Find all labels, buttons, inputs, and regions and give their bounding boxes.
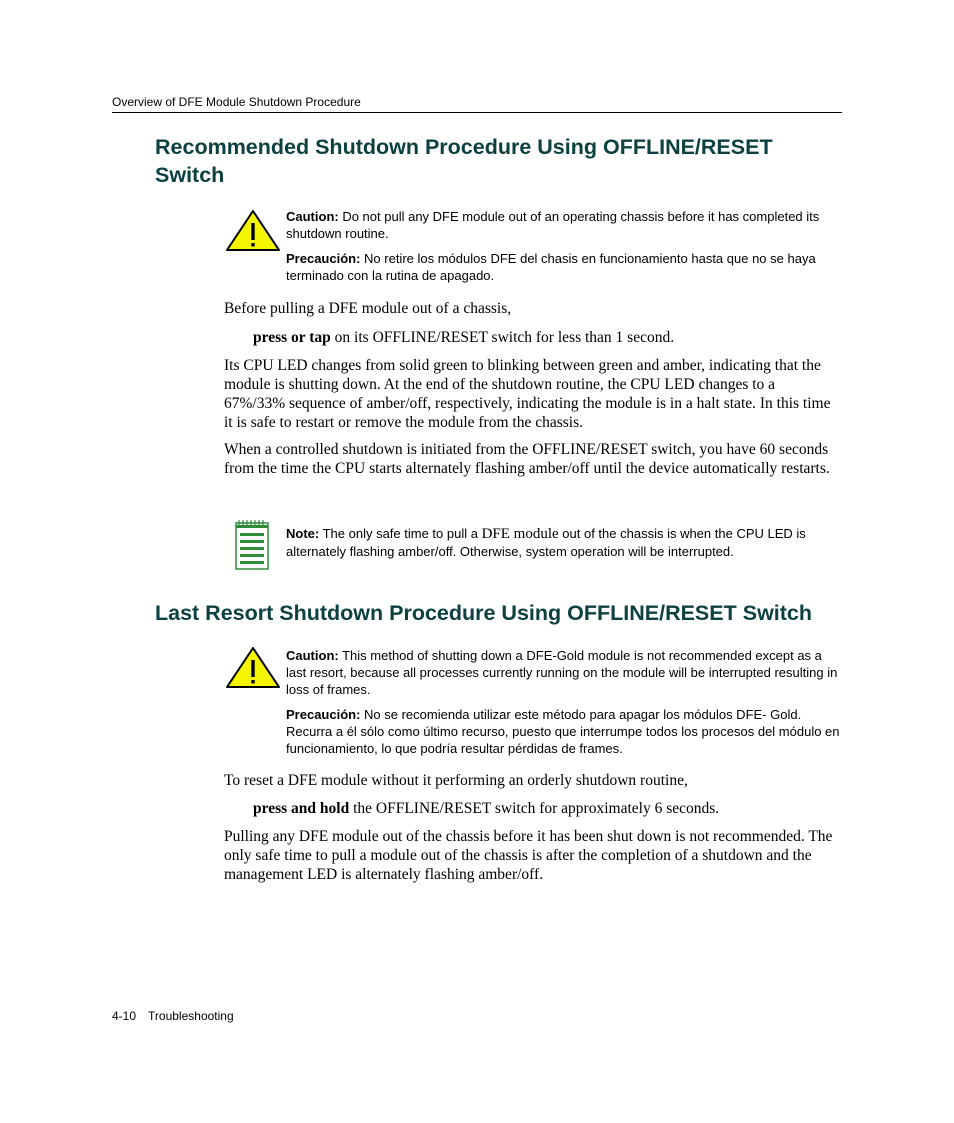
body-paragraph-pulling-module: Pulling any DFE module out of the chassis before it has been shut down is not recommended. The only safe time to pull a module out of the chassis is after the completion of a shutdown and the management LED is alternately flashing amber/off. [224, 828, 833, 883]
section-heading-last-resort: Last Resort Shutdown Procedure Using OFFLINE/RESET Switch [155, 601, 813, 625]
note-icon [235, 519, 269, 571]
step-1 [253, 328, 843, 347]
note-label: Note: [286, 526, 320, 541]
step-1-action: press or tap [253, 329, 331, 346]
caution-text: This method of shutting down a DFE-Gold module is not recommended except as a last resort, because all processes currently running on the module will be interrupted resulting in loss of frames. [286, 648, 838, 697]
step-2-action: press and hold [253, 800, 350, 817]
page-number: 4-10 [112, 1009, 137, 1023]
caution-label: Caution: [286, 648, 339, 663]
caution-text: Do not pull any DFE module out of an operating chassis before it has completed its shutdown routine. [286, 209, 820, 241]
caution-icon [225, 209, 281, 253]
precaucion-text: No se recomienda utilizar este método para apagar los módulos DFE- Gold. Recurra a él sólo como último recurso, puesto que interrumpe todos los procesos del módulo en funcionamiento, lo que podría resultar pérdidas de frames. [286, 707, 840, 756]
header-rule [112, 112, 842, 113]
running-header: Overview of DFE Module Shutdown Procedure [112, 95, 361, 109]
caution-notice-2 [286, 647, 842, 765]
page-footer [112, 1009, 234, 1023]
step-2 [253, 799, 843, 818]
precaucion-label: Precaución: [286, 251, 361, 266]
intro-paragraph-1: Before pulling a DFE module out of a chassis, [224, 300, 512, 317]
precaucion-text: No retire los módulos DFE del chasis en funcionamiento hasta que no se haya terminado con la rutina de apagado. [286, 251, 816, 283]
note-text-serif: DFE module [481, 526, 559, 542]
caution-notice-1 [286, 208, 842, 292]
step-1-text: on its OFFLINE/RESET switch for less than 1 second. [330, 329, 675, 346]
body-paragraph-controlled-shutdown: When a controlled shutdown is initiated from the OFFLINE/RESET switch, you have 60 seconds from the time the CPU starts alternately flashing amber/off until the device automatically restarts. [224, 441, 830, 477]
precaucion-label: Precaución: [286, 707, 361, 722]
body-paragraph-cpu-led: Its CPU LED changes from solid green to blinking between green and amber, indicating that the module is shutting down. At the end of the shutdown routine, the CPU LED changes to a 67%/33% sequence of amber/off, respectively, indicating the module is in a halt state. In this time it is safe to restart or remove the module from the chassis. [224, 357, 831, 431]
note-text-a: The only safe time to pull a [319, 526, 482, 541]
intro-paragraph-2: To reset a DFE module without it performing an orderly shutdown routine, [224, 772, 688, 789]
note-notice [286, 525, 842, 568]
footer-chapter: Troubleshooting [148, 1009, 234, 1023]
note-text-b: out of the chassis is when the CPU LED is alternately flashing amber/off. Otherwise, system operation will be interrupted. [286, 526, 806, 559]
caution-label: Caution: [286, 209, 339, 224]
caution-icon [225, 646, 281, 690]
step-2-text: the OFFLINE/RESET switch for approximately 6 seconds. [349, 800, 720, 817]
section-heading-recommended: Recommended Shutdown Procedure Using OFFLINE/RESET Switch [155, 135, 773, 187]
